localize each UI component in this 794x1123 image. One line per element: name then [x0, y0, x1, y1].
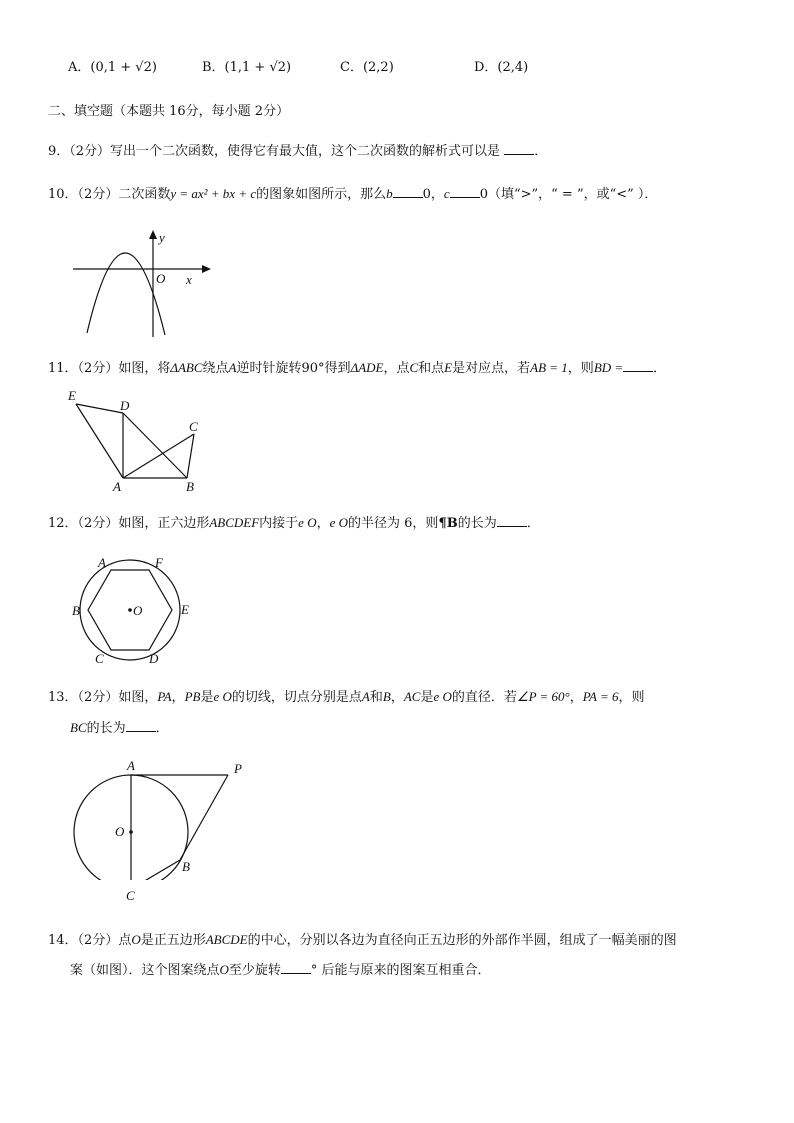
- q11-label-d: D: [120, 398, 130, 413]
- q12-pre: 12．（2分）如图，正六边形: [48, 516, 210, 531]
- q13-label-o: O: [115, 824, 125, 839]
- q13-pb: PB: [184, 689, 201, 704]
- q12-o1: e O: [298, 515, 317, 530]
- q11-pre: 11．（2分）如图，将: [48, 361, 171, 376]
- q10-label-y: y: [159, 230, 165, 245]
- q11-pa: A: [228, 360, 237, 375]
- q10-label-x: x: [186, 272, 192, 287]
- q11-mid1: 绕点: [202, 361, 229, 376]
- option-b: B．(1,1 + √2): [202, 60, 292, 75]
- q11-label-e: E: [68, 388, 76, 403]
- question-11: [48, 358, 666, 379]
- q11-mid5: 和点: [418, 361, 445, 376]
- q14-mid2: 的中心，分别以各边为直径向正五边形的外部作半圆，组成了一幅美丽的图: [247, 933, 677, 948]
- q13-line2-end: ．: [155, 721, 169, 736]
- q11-post: ．: [653, 361, 667, 376]
- q10-c: c: [443, 186, 450, 201]
- q14-answer-blank[interactable]: [281, 960, 311, 974]
- q12-arc: ¶B: [438, 516, 458, 531]
- q10-pre: 10．（2分）二次函数: [48, 187, 171, 202]
- section-title: 二、填空题（本题共 16分，每小题 2分）: [48, 104, 290, 119]
- q12-label-c: C: [95, 651, 104, 666]
- q14-line2-post: ° 后能与原来的图案互相重合．: [310, 963, 491, 978]
- question-12: [48, 513, 540, 534]
- q11-seg-ac: [123, 434, 194, 478]
- q11-label-b: B: [186, 479, 194, 494]
- q9-text: 9．（2分）写出一个二次函数，使得它有最大值，这个二次函数的解析式可以是: [48, 144, 501, 159]
- q13-pre: 13．（2分）如图，: [48, 690, 158, 705]
- q13-line2-post: 的长为: [86, 721, 126, 736]
- q10-parabola-figure: [65, 225, 215, 340]
- q13-c2: ，: [390, 690, 404, 705]
- q12-hex: ABCDEF: [209, 515, 260, 530]
- q13-chord-bc: [131, 860, 180, 880]
- q14-o2: O: [219, 962, 229, 977]
- q10-x-arrow: [202, 265, 211, 273]
- q12-o2: e O: [329, 515, 349, 530]
- q12-post1: 的长为: [457, 516, 497, 531]
- question-13-line2: [70, 718, 169, 739]
- q13-b: B: [382, 689, 391, 704]
- q12-mid2: ，: [316, 516, 330, 531]
- q11-ab: AB = 1: [530, 360, 568, 375]
- question-13-line1: [48, 687, 645, 708]
- q12-mid3: 的半径为 6，则: [348, 516, 439, 531]
- q10-post: 0（填“>”，“ = ”，或“<” ）．: [479, 187, 658, 202]
- q13-ac: AC: [403, 689, 421, 704]
- q13-label-c: C: [126, 888, 135, 903]
- q13-label-a: A: [127, 758, 135, 773]
- q10-label-o: O: [156, 271, 166, 286]
- q13-label-b: B: [182, 859, 190, 874]
- q11-label-a: A: [113, 479, 121, 494]
- q11-seg-ed: [76, 404, 123, 413]
- q10-b: b: [386, 186, 393, 201]
- q13-pa: PA: [157, 689, 172, 704]
- q9-tail: ．: [534, 144, 548, 159]
- q13-tangent-pb: [180, 775, 228, 860]
- q13-mid4: 的直径．若: [451, 690, 517, 705]
- q12-label-b: B: [72, 603, 80, 618]
- q11-tri1: ΔABC: [170, 360, 203, 375]
- q14-pent: ABCDE: [205, 932, 248, 947]
- q11-bd: BD =: [593, 360, 624, 375]
- q11-mid6: 是对应点，若: [452, 361, 531, 376]
- q12-mid1: 内接于: [259, 516, 299, 531]
- q11-mid4: ，点: [383, 361, 410, 376]
- q13-mid3: 是: [420, 690, 434, 705]
- q12-hexagon-figure: [68, 553, 198, 668]
- q13-angle: ∠P = 60°: [516, 689, 570, 704]
- q11-seg-cb: [187, 434, 194, 478]
- question-14-line1: [48, 930, 677, 951]
- q11-mid7: ，则: [567, 361, 594, 376]
- q10-mid2: 0，: [422, 187, 444, 202]
- question-10: [48, 184, 657, 205]
- q10-y-arrow: [149, 230, 157, 239]
- q10-formula: y = ax² + bx + c: [170, 186, 257, 201]
- q11-rotation-figure: [62, 385, 212, 495]
- q11-tri2: ΔADE: [350, 360, 384, 375]
- q13-label-c-holder: [120, 888, 140, 906]
- option-a: A．(0,1 + √2): [68, 60, 157, 75]
- q11-seg-db: [123, 413, 187, 478]
- q11-pc: C: [409, 360, 419, 375]
- q13-tangent-figure: [68, 755, 258, 880]
- q14-line2-pre: 案（如图）．这个图案绕点: [70, 963, 220, 978]
- q12-label-f: F: [155, 555, 163, 570]
- q11-label-c: C: [189, 419, 198, 434]
- q9-answer-blank[interactable]: [504, 141, 534, 155]
- q12-label-a: A: [98, 555, 106, 570]
- q13-center-dot: [129, 830, 133, 834]
- q13-mid2: 的切线，切点分别是点: [231, 690, 362, 705]
- q13-c3: ，: [569, 690, 583, 705]
- q11-mid2: 逆时针旋转: [236, 361, 302, 376]
- q13-c1: ，: [171, 690, 185, 705]
- q11-deg: 90°: [301, 361, 325, 376]
- q13-bc: BC: [70, 720, 87, 735]
- q12-label-e: E: [181, 602, 189, 617]
- question-14-line2: [70, 960, 491, 981]
- q13-o1: e O: [213, 689, 232, 704]
- q10-blank-c[interactable]: [450, 184, 480, 198]
- q14-mid1: 是正五边形: [140, 933, 206, 948]
- q10-blank-b[interactable]: [393, 184, 423, 198]
- q12-label-o: O: [133, 603, 143, 618]
- option-d: D．(2,4): [474, 60, 529, 75]
- q13-pa6: PA = 6: [582, 689, 619, 704]
- q11-mid3: 得到: [324, 361, 351, 376]
- q13-answer-blank[interactable]: [126, 718, 156, 732]
- q12-answer-blank[interactable]: [497, 513, 527, 527]
- q11-seg-ea: [76, 404, 123, 478]
- q11-answer-blank[interactable]: [623, 358, 653, 372]
- q13-o2: e O: [433, 689, 452, 704]
- q12-label-d: D: [149, 651, 159, 666]
- q14-line2-mid: 至少旋转: [228, 963, 281, 978]
- q13-a: A: [361, 689, 370, 704]
- q14-pre: 14．（2分）点: [48, 933, 132, 948]
- q14-o: O: [131, 932, 141, 947]
- question-9: [48, 141, 547, 162]
- q13-and: 和: [369, 690, 383, 705]
- q12-post2: ．: [526, 516, 540, 531]
- q12-center-dot: [128, 608, 132, 612]
- q11-pe: E: [444, 360, 453, 375]
- q10-mid1: 的图象如图所示，那么: [256, 187, 387, 202]
- option-c: C．(2,2): [340, 60, 394, 75]
- q13-mid1: 是: [200, 690, 214, 705]
- q13-end: ，则: [618, 690, 645, 705]
- q13-label-p: P: [234, 761, 242, 776]
